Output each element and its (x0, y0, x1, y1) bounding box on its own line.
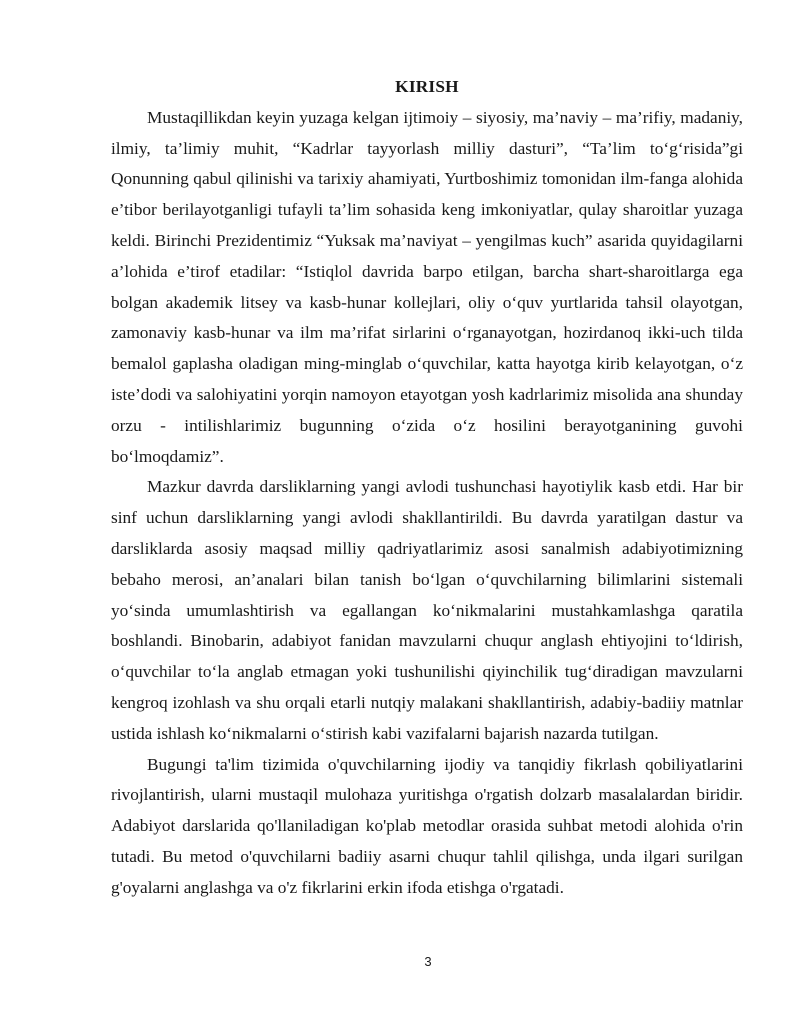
page-number: 3 (424, 954, 432, 969)
paragraph-2: Mazkur davrda darsliklarning yangi avlodi tushunchasi hayotiylik kasb etdi. Har bir sinf uchun darsliklarning yangi avlodi shakllantirildi. Bu davrda yaratilgan dastur va darsliklarda asosiy maqsad milliy qadriyatlarimiz asosi sanalmish adabiyotimizning bebaho merosi, an’analari bilan tanish bo‘lgan o‘quvchilarning bilimlarini sistemali yo‘sinda umumlashtirish va egallangan ko‘nikmalarini mustahkamlashga qaratila boshlandi. Binobarin, adabiyot fanidan mavzularni chuqur anglash ehtiyojini to‘ldirish, o‘quvchilar to‘la anglab etmagan yoki tushunilishi qiyinchilik tug‘diradigan mavzularni kengroq izohlash va shu orqali etarli nutqiy malakani shakllantirish, adabiy-badiiy matnlar ustida ishlash ko‘nikmalarni o‘stirish kabi vazifalarni bajarish nazarda tutilgan. (111, 477, 743, 743)
page-content (111, 72, 743, 904)
paragraph-1: Mustaqillikdan keyin yuzaga kelgan ijtimoiy – siyosiy, ma’naviy – ma’rifiy, madaniy, ilmiy, ta’limiy muhit, “Kadrlar tayyorlash milliy dasturi”, “Ta’lim to‘g‘risida”gi Qonunning qabul qilinishi va tarixiy ahamiyati, Yurtboshimiz tomonidan ilm-fanga alohida e’tibor berilayotganligi tufayli ta’lim sohasida keng imkoniyatlar, qulay sharoitlar yuzaga keldi. Birinchi Prezidentimiz “Yuksak ma’naviyat – yengilmas kuch” asarida quyidagilarni a’lohida e’tirof etadilar: “Istiqlol davrida barpo etilgan, barcha shart-sharoitlarga ega bolgan akademik litsey va kasb-hunar kollejlari, oliy o‘quv yurtlarida tahsil olayotgan, zamonaviy kasb-hunar va ilm ma’rifat sirlarini o‘rganayotgan, hozirdanoq ikki-uch tilda bemalol gaplasha oladigan ming-minglab o‘quvchilar, katta hayotga kirib kelayotgan, o‘z iste’dodi va salohiyatini yorqin namoyon etayotgan yosh kadrlarimiz misolida ana shunday orzu - intilishlarimiz bugunning o‘zida o‘z hosilini berayotganining guvohi bo‘lmoqdamiz”. (111, 107, 743, 466)
paragraph-3: Bugungi ta'lim tizimida o'quvchilarning ijodiy va tanqidiy fikrlash qobiliyatlarini rivojlantirish, ularni mustaqil mulohaza yuritishga o'rgatish dolzarb masalalardan biridir. Adabiyot darslarida qo'llaniladigan ko'plab metodlar orasida suhbat metodi alohida o'rin tutadi. Bu metod o'quvchilarni badiiy asarni chuqur tahlil qilishga, unda ilgari surilgan g'oyalarni anglashga va o'z fikrlarini erkin ifoda etishga o'rgatadi. (111, 754, 743, 897)
section-title: KIRISH (395, 77, 459, 96)
